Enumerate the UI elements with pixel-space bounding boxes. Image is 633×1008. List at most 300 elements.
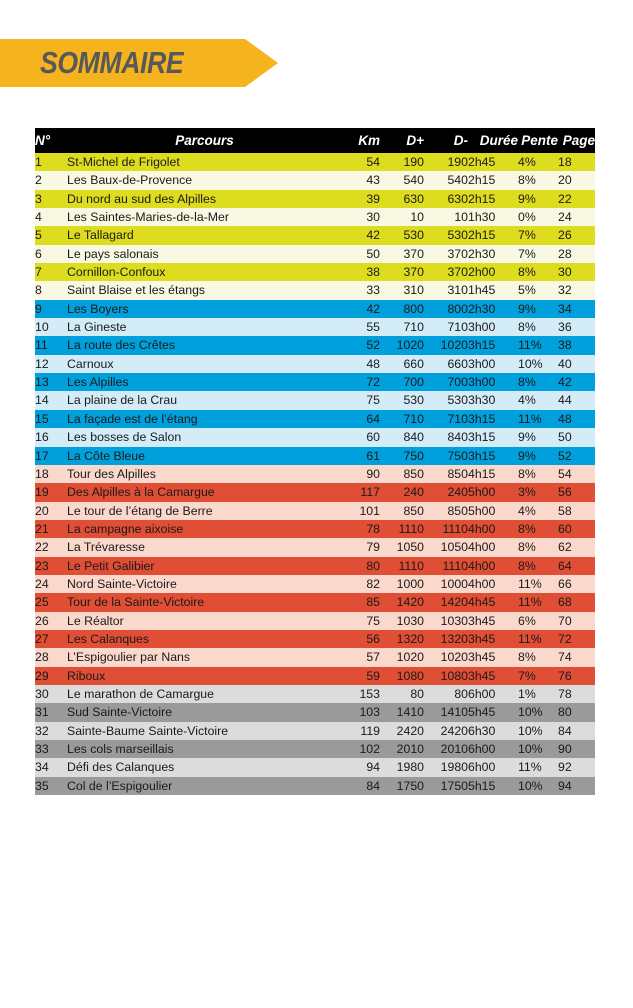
cell-duree: 6h00 [468,740,518,758]
cell-pente: 9% [518,300,558,318]
cell-km: 85 [342,593,380,611]
cell-num: 23 [35,557,67,575]
cell-km: 82 [342,575,380,593]
table-header-row [35,128,595,153]
cell-name: Tour des Alpilles [67,465,342,483]
cell-dminus: 660 [424,355,468,373]
cell-duree: 3h45 [468,630,518,648]
cell-name: Nord Sainte-Victoire [67,575,342,593]
cell-name: St-Michel de Frigolet [67,153,342,171]
cell-num: 10 [35,318,67,336]
cell-dplus: 1080 [380,667,424,685]
cell-duree: 1h45 [468,281,518,299]
cell-dplus: 1020 [380,336,424,354]
cell-dminus: 370 [424,245,468,263]
cell-duree: 1h30 [468,208,518,226]
cell-duree: 3h15 [468,428,518,446]
cell-page: 74 [558,648,595,666]
cell-num: 16 [35,428,67,446]
cell-num: 31 [35,703,67,721]
cell-duree: 3h15 [468,336,518,354]
cell-num: 1 [35,153,67,171]
cell-duree: 3h30 [468,391,518,409]
column-header-number: N° [35,128,67,153]
cell-duree: 4h00 [468,557,518,575]
cell-km: 48 [342,355,380,373]
cell-dminus: 1110 [424,520,468,538]
cell-dplus: 630 [380,190,424,208]
column-header-dminus: D- [424,128,468,153]
table-row[interactable] [35,190,595,208]
cell-pente: 4% [518,391,558,409]
cell-duree: 6h30 [468,722,518,740]
cell-name: La Côte Bleue [67,447,342,465]
cell-page: 22 [558,190,595,208]
cell-duree: 4h00 [468,575,518,593]
cell-page: 30 [558,263,595,281]
cell-num: 8 [35,281,67,299]
cell-pente: 8% [518,557,558,575]
table-row[interactable] [35,245,595,263]
cell-pente: 7% [518,245,558,263]
cell-km: 59 [342,667,380,685]
cell-km: 79 [342,538,380,556]
cell-dminus: 1980 [424,758,468,776]
column-header-dplus: D+ [380,128,424,153]
cell-duree: 4h00 [468,538,518,556]
cell-dplus: 1000 [380,575,424,593]
cell-page: 64 [558,557,595,575]
cell-num: 27 [35,630,67,648]
cell-name: Le Petit Galibier [67,557,342,575]
cell-page: 56 [558,483,595,501]
cell-dminus: 710 [424,318,468,336]
cell-dminus: 310 [424,281,468,299]
cell-num: 2 [35,171,67,189]
cell-dminus: 1020 [424,648,468,666]
table-row[interactable] [35,557,595,575]
cell-pente: 9% [518,190,558,208]
table-row[interactable] [35,318,595,336]
cell-duree: 2h15 [468,226,518,244]
table-row[interactable] [35,667,595,685]
cell-page: 32 [558,281,595,299]
cell-page: 92 [558,758,595,776]
column-header-pente: Pente [518,128,558,153]
cell-page: 72 [558,630,595,648]
cell-dplus: 850 [380,502,424,520]
cell-page: 26 [558,226,595,244]
cell-km: 42 [342,226,380,244]
cell-num: 14 [35,391,67,409]
cell-km: 64 [342,410,380,428]
table-row[interactable] [35,593,595,611]
table-row[interactable] [35,630,595,648]
page-title: SOMMAIRE [40,45,184,80]
cell-dminus: 800 [424,300,468,318]
table-row[interactable] [35,465,595,483]
cell-pente: 5% [518,281,558,299]
table-row[interactable] [35,226,595,244]
cell-dplus: 310 [380,281,424,299]
cell-dminus: 1000 [424,575,468,593]
cell-dplus: 190 [380,153,424,171]
table-row[interactable] [35,153,595,171]
cell-pente: 3% [518,483,558,501]
cell-pente: 11% [518,336,558,354]
cell-name: Les Calanques [67,630,342,648]
cell-num: 30 [35,685,67,703]
cell-num: 5 [35,226,67,244]
sommaire-banner [0,39,278,87]
table-body [35,153,595,795]
table-row[interactable] [35,281,595,299]
cell-name: Défi des Calanques [67,758,342,776]
cell-duree: 5h45 [468,703,518,721]
cell-pente: 8% [518,318,558,336]
cell-num: 24 [35,575,67,593]
table-row[interactable] [35,336,595,354]
cell-name: Carnoux [67,355,342,373]
table-row[interactable] [35,612,595,630]
column-header-duree: Durée [468,128,518,153]
cell-name: Les Saintes-Maries-de-la-Mer [67,208,342,226]
summary-table [35,128,595,795]
cell-dminus: 1080 [424,667,468,685]
table-row[interactable] [35,520,595,538]
table-row[interactable] [35,355,595,373]
cell-name: Les Boyers [67,300,342,318]
cell-dminus: 1750 [424,777,468,795]
cell-name: La campagne aixoise [67,520,342,538]
cell-name: Riboux [67,667,342,685]
cell-page: 54 [558,465,595,483]
cell-dplus: 850 [380,465,424,483]
table-row[interactable] [35,722,595,740]
cell-duree: 6h00 [468,685,518,703]
cell-page: 44 [558,391,595,409]
cell-dplus: 530 [380,226,424,244]
cell-duree: 5h15 [468,777,518,795]
cell-page: 84 [558,722,595,740]
cell-km: 90 [342,465,380,483]
cell-duree: 3h45 [468,612,518,630]
cell-dminus: 540 [424,171,468,189]
cell-dminus: 2420 [424,722,468,740]
cell-pente: 7% [518,667,558,685]
cell-name: Le pays salonais [67,245,342,263]
cell-name: Les Alpilles [67,373,342,391]
cell-dminus: 1410 [424,703,468,721]
cell-num: 25 [35,593,67,611]
table-row[interactable] [35,575,595,593]
cell-name: La plaine de la Crau [67,391,342,409]
cell-duree: 3h00 [468,318,518,336]
cell-dplus: 1050 [380,538,424,556]
cell-km: 78 [342,520,380,538]
cell-name: Cornillon-Confoux [67,263,342,281]
cell-duree: 5h00 [468,483,518,501]
cell-dplus: 1320 [380,630,424,648]
cell-num: 33 [35,740,67,758]
cell-page: 24 [558,208,595,226]
cell-dminus: 240 [424,483,468,501]
cell-num: 28 [35,648,67,666]
cell-num: 12 [35,355,67,373]
cell-pente: 11% [518,630,558,648]
cell-duree: 4h45 [468,593,518,611]
table-row[interactable] [35,300,595,318]
cell-dminus: 2010 [424,740,468,758]
cell-dplus: 370 [380,245,424,263]
cell-num: 20 [35,502,67,520]
cell-num: 13 [35,373,67,391]
cell-dplus: 2420 [380,722,424,740]
cell-pente: 10% [518,722,558,740]
cell-page: 76 [558,667,595,685]
cell-dminus: 1320 [424,630,468,648]
cell-dminus: 850 [424,502,468,520]
cell-name: Les bosses de Salon [67,428,342,446]
table-row[interactable] [35,410,595,428]
cell-num: 35 [35,777,67,795]
cell-page: 20 [558,171,595,189]
cell-dplus: 660 [380,355,424,373]
cell-pente: 8% [518,373,558,391]
cell-dminus: 80 [424,685,468,703]
cell-num: 22 [35,538,67,556]
table-row[interactable] [35,740,595,758]
cell-km: 42 [342,300,380,318]
cell-dplus: 1110 [380,520,424,538]
table-row[interactable] [35,685,595,703]
cell-num: 15 [35,410,67,428]
cell-pente: 11% [518,758,558,776]
cell-duree: 3h45 [468,667,518,685]
column-header-km: Km [342,128,380,153]
cell-duree: 2h15 [468,171,518,189]
cell-name: Du nord au sud des Alpilles [67,190,342,208]
cell-pente: 6% [518,612,558,630]
cell-name: Les Baux-de-Provence [67,171,342,189]
table-row[interactable] [35,502,595,520]
table-row[interactable] [35,208,595,226]
cell-name: Col de l’Espigoulier [67,777,342,795]
cell-km: 39 [342,190,380,208]
cell-pente: 4% [518,153,558,171]
cell-km: 43 [342,171,380,189]
cell-km: 80 [342,557,380,575]
cell-km: 50 [342,245,380,263]
cell-km: 103 [342,703,380,721]
cell-km: 119 [342,722,380,740]
cell-num: 17 [35,447,67,465]
cell-dminus: 1050 [424,538,468,556]
cell-km: 30 [342,208,380,226]
cell-dminus: 840 [424,428,468,446]
cell-name: Saint Blaise et les étangs [67,281,342,299]
cell-pente: 10% [518,777,558,795]
cell-km: 54 [342,153,380,171]
cell-dminus: 190 [424,153,468,171]
cell-duree: 3h15 [468,410,518,428]
cell-km: 55 [342,318,380,336]
cell-dminus: 530 [424,391,468,409]
cell-km: 60 [342,428,380,446]
cell-duree: 6h00 [468,758,518,776]
cell-name: Des Alpilles à la Camargue [67,483,342,501]
cell-km: 61 [342,447,380,465]
cell-dplus: 1420 [380,593,424,611]
cell-name: Tour de la Sainte-Victoire [67,593,342,611]
cell-name: Le Tallagard [67,226,342,244]
cell-dplus: 1030 [380,612,424,630]
cell-duree: 3h15 [468,447,518,465]
cell-pente: 8% [518,538,558,556]
cell-num: 7 [35,263,67,281]
cell-page: 94 [558,777,595,795]
cell-page: 40 [558,355,595,373]
table-row[interactable] [35,703,595,721]
cell-dminus: 1020 [424,336,468,354]
cell-num: 6 [35,245,67,263]
cell-name: Le Réaltor [67,612,342,630]
cell-pente: 8% [518,520,558,538]
cell-km: 94 [342,758,380,776]
cell-name: La Trévaresse [67,538,342,556]
cell-dplus: 80 [380,685,424,703]
cell-name: Sud Sainte-Victoire [67,703,342,721]
cell-page: 36 [558,318,595,336]
cell-duree: 3h45 [468,648,518,666]
cell-page: 42 [558,373,595,391]
cell-duree: 4h15 [468,465,518,483]
cell-km: 57 [342,648,380,666]
cell-num: 4 [35,208,67,226]
cell-pente: 8% [518,171,558,189]
table-row[interactable] [35,391,595,409]
cell-page: 70 [558,612,595,630]
cell-dplus: 530 [380,391,424,409]
cell-pente: 4% [518,502,558,520]
cell-duree: 2h45 [468,153,518,171]
cell-km: 153 [342,685,380,703]
cell-name: Le marathon de Camargue [67,685,342,703]
cell-km: 33 [342,281,380,299]
table-row[interactable] [35,538,595,556]
cell-pente: 10% [518,740,558,758]
table-row[interactable] [35,483,595,501]
cell-km: 52 [342,336,380,354]
table-row[interactable] [35,373,595,391]
cell-dplus: 800 [380,300,424,318]
cell-km: 84 [342,777,380,795]
cell-dplus: 2010 [380,740,424,758]
cell-km: 102 [342,740,380,758]
cell-dplus: 700 [380,373,424,391]
table-row[interactable] [35,171,595,189]
cell-dplus: 370 [380,263,424,281]
cell-dminus: 750 [424,447,468,465]
cell-pente: 0% [518,208,558,226]
cell-page: 48 [558,410,595,428]
cell-dplus: 1110 [380,557,424,575]
cell-num: 29 [35,667,67,685]
cell-num: 21 [35,520,67,538]
cell-num: 34 [35,758,67,776]
cell-dplus: 1980 [380,758,424,776]
cell-pente: 11% [518,593,558,611]
cell-dminus: 850 [424,465,468,483]
cell-pente: 8% [518,648,558,666]
cell-page: 18 [558,153,595,171]
table-row[interactable] [35,777,595,795]
cell-name: Les cols marseillais [67,740,342,758]
cell-page: 80 [558,703,595,721]
cell-pente: 10% [518,355,558,373]
table-row[interactable] [35,263,595,281]
column-header-parcours: Parcours [67,128,342,153]
cell-page: 62 [558,538,595,556]
cell-dplus: 750 [380,447,424,465]
cell-dminus: 370 [424,263,468,281]
cell-duree: 3h00 [468,373,518,391]
cell-dplus: 840 [380,428,424,446]
cell-km: 72 [342,373,380,391]
cell-num: 19 [35,483,67,501]
table-row[interactable] [35,758,595,776]
cell-page: 28 [558,245,595,263]
cell-page: 60 [558,520,595,538]
cell-km: 117 [342,483,380,501]
cell-dplus: 710 [380,410,424,428]
cell-page: 50 [558,428,595,446]
table-row[interactable] [35,447,595,465]
cell-pente: 10% [518,703,558,721]
cell-pente: 9% [518,428,558,446]
cell-name: L’Espigoulier par Nans [67,648,342,666]
cell-page: 58 [558,502,595,520]
cell-name: La façade est de l’étang [67,410,342,428]
cell-dminus: 530 [424,226,468,244]
cell-dplus: 10 [380,208,424,226]
cell-num: 3 [35,190,67,208]
table-row[interactable] [35,648,595,666]
cell-dplus: 540 [380,171,424,189]
cell-dplus: 1020 [380,648,424,666]
table-row[interactable] [35,428,595,446]
cell-num: 32 [35,722,67,740]
cell-num: 26 [35,612,67,630]
cell-dplus: 1410 [380,703,424,721]
cell-km: 56 [342,630,380,648]
cell-pente: 11% [518,575,558,593]
cell-km: 38 [342,263,380,281]
cell-pente: 9% [518,447,558,465]
cell-page: 38 [558,336,595,354]
cell-duree: 3h00 [468,355,518,373]
cell-dminus: 10 [424,208,468,226]
cell-dplus: 710 [380,318,424,336]
cell-pente: 1% [518,685,558,703]
cell-name: La Gineste [67,318,342,336]
cell-pente: 8% [518,465,558,483]
cell-pente: 7% [518,226,558,244]
cell-name: Le tour de l’étang de Berre [67,502,342,520]
cell-page: 90 [558,740,595,758]
cell-duree: 5h00 [468,502,518,520]
cell-name: La route des Crêtes [67,336,342,354]
